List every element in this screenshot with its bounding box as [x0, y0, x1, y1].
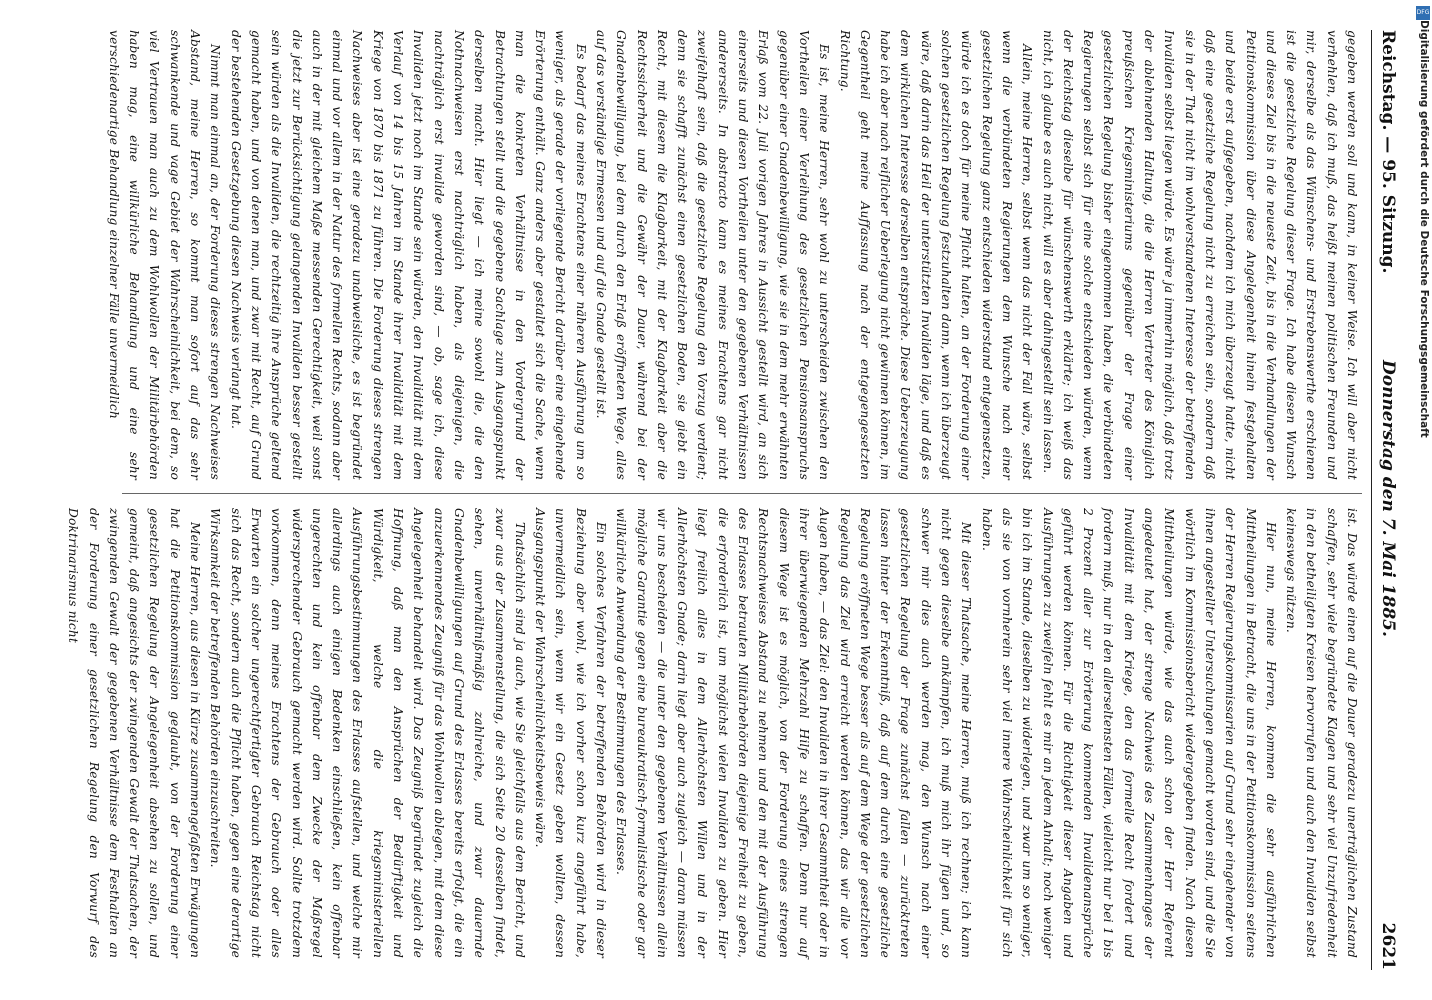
paragraph: gegeben werden soll und kann, in keiner Weise. Ich will aber nicht verhehlen, daß ich muß, das heißt meinen politischen Freunden und mir, derselbe als das Wünschens- und Erstrebenswerthe erschienen ist die gesetzliche Regelung dieser Frage. Ich habe diesen Wunsch und dieses Ziel bis in die neueste Zeit, bis in die Verhandlungen der Petitionskommission über diese Angelegenheit hinein festgehalten und beide erst aufgegeben, nachdem ich mich überzeugt hatte, nicht daß eine gesetzliche Regelung nicht zu erreichen sein, sondern daß sie in der That nicht im wohlverstandenen Interesse der betreffenden Invaliden selbst liegen würde. Es wäre ja immerhin möglich, daß trotz der ablehnenden Haltung, die die Herren Vertreter des Königlich preußischen Kriegsministeriums gegenüber der Frage einer gesetzlichen Regelung bisher eingenommen haben, die verbündeten Regierungen selbst sich für eine solche entschieden würden, wenn der Reichstag dieselbe für wünschenswerth erklärte; ich weiß das nicht, ich glaube es auch nicht, will es aber dahingestellt sein lassen.	[1040, 30, 1359, 480]
paragraph: ist. Das würde einen auf die Dauer geradezu unerträglichen Zustand schaffen, sehr viele begründete Klagen und sehr viel Unzufriedenheit in den betheiligten Kreisen hervorrufen und auch den Invaliden selbst keineswegs nützen.	[1284, 508, 1359, 958]
paragraph: Meine Herren, aus diesen in Kürze zusammengefaßten Erwägungen hat die Petitionskommission geglaubt, von der Forderung einer gesetzlichen Regelung der Angelegenheit absehen zu sollen, und gemeint, daß angesichts der zwingenden Gewalt der Thatsachen, der zwingenden Gewalt der gegebenen Verhältnisse dem Festhalten an der Forderung einer gesetzlichen Regelung den Vorwurf des Doktrinarismus nicht	[66, 508, 203, 958]
header-session: Reichstag. — 95. Sitzung.	[1378, 30, 1398, 274]
digitization-credit: Digitalisierung gefördert durch die Deutsche Forschungsgemeinschaft	[1418, 20, 1430, 438]
text-column-right	[66, 508, 1362, 958]
paragraph: Es bedarf das meines Erachtens einer näheren Ausführung um so weniger, als gerade der vorliegende Bericht darüber eine eingehende Erörterung enthält. Ganz anders aber gestaltet sich die Sache, wenn man die konkreten Verhältnisse in den Vordergrund der Betrachtungen stellt und die gegebene Sachlage zum Ausgangspunkt derselben macht. Hier liegt — ich meine sowohl die, die den Nothnachweisen erst nachträglich haben, als diejenigen, die nachträglich erst invalide geworden sind, — ob, sage ich, diese Invaliden jetzt noch im Stande sein würden, den Invalidität mit dem Verlauf von 14 bis 15 Jahren im Stande ihrer Invalidität mit dem Kriege von 1870 bis 1871 zu führen. Die Forderung dieses strengen Nachweises aber ist eine geradezu unabweisliche, es ist begründet einmal und vor allem in der Natur des formellen Rechts, sodann aber auch in der mit gleichem Maße messenden Gerechtigkeit, weil sonst die jetzt zur Berücksichtigung gelangenden Invaliden besser gestellt sein würden als die Invaliden, die rechtzeitig ihre Ansprüche geltend gemacht haben, und von denen man, und zwar mit Recht, auf Grund der bestehenden Gesetzgebung diesen Nachweis verlangt hat.	[228, 30, 588, 480]
text-column-left	[106, 30, 1362, 480]
header-date: Donnerstag den 7. Mai 1885.	[1378, 360, 1398, 637]
column-divider	[122, 493, 1362, 494]
paragraph: Mit dieser Thatsache, meine Herren, muß ich rechnen; ich kann nicht gegen dieselbe ankämpfen, ich muß mich ihr fügen und, so schwer mir dies auch werden mag, den Wunsch nach einer gesetzlichen Regelung der Frage zunächst fallen — zurücktreten lassen hinter der Erkenntniß, daß auf dem durch eine gesetzliche Regelung eröffneten Wege besser als auf dem Wege der gesetzlichen Regelung das Ziel wird erreicht werden können, das wir alle vor Augen haben, — das Ziel: den Invaliden in ihrer Gesammtheit oder in ihrer überwiegenden Mehrzahl Hilfe zu schaffen. Denn nur auf diesem Wege ist es möglich, von der Forderung eines strengen Rechtsnachweises Abstand zu nehmen und den mit der Ausführung des Erlasses betrauten Militärbehörden diejenige Freiheit zu geben, die erforderlich ist, um möglichst vielen Invaliden zu geben. Hier liegt freilich alles in dem Allerhöchsten Willen und in der Allerhöchsten Gnade; darin liegt aber auch zugleich — daran müssen wir uns bescheiden — die unter den gegebenen Verhältnissen allein mögliche Garantie gegen eine bureaukratisch-formalistische oder gar willkürliche Anwendung der Bestimmungen des Erlasses.	[614, 508, 974, 958]
dfg-logo: DFG	[1416, 6, 1430, 20]
paragraph: Nimmt man einmal an, der Forderung dieses strengen Nachweises Abstand, meine Herren, so kommt man sofort auf das sehr schwankende und vage Gebiet der Wahrscheinlichkeit, bei dem, so viel Vertrauen man auch zu dem Wohlwollen der Militärbehörden haben mag, eine willkürliche Behandlung und eine sehr verschiedenartige Behandlung einzelner Fälle unvermeidlich	[106, 30, 223, 480]
page-number: 2621	[1378, 922, 1398, 970]
paragraph: Hier nun, meine Herren, kommen die sehr ausführlichen Mittheilungen in Betracht, die uns in der Petitionskommission seitens der Herren Regierungskommissarien auf Grund sehr eingehender von ihnen angestellter Untersuchungen gemacht worden sind, und die Sie wörtlich im Kommissionsbericht wiedergegeben finden. Nach diesen Mittheilungen würde, wie das auch schon der Herr Referent angedeutet hat, der strenge Nachweis des Zusammenhanges der Invalidität mit dem Kriege, den das formelle Recht fordert und fordern muß, nur in den allerseltensten Fällen, vielleicht nur bei 1 bis 2 Prozent aller zur Erörterung kommenden Invalidenansprüche geführt werden können. Für die Richtigkeit dieser Angaben und Ausführungen zu zweifeln fehlt es mir an jedem Anhalt; noch weniger bin ich im Stande, dieselben zu widerlegen, und zwar um so weniger, als sie von vornherein sehr viel innere Wahrscheinlichkeit für sich haben.	[979, 508, 1278, 958]
paragraph: Thatsächlich sind ja auch, wie Sie gleichfalls aus dem Bericht, und zwar aus der Zusammenstellung, die sich Seite 20 desselben findet, sehen, unverhältnißmäßig zahlreiche, und zwar dauernde Gnadenbewilligungen auf Grund des Erlasses bereits erfolgt, die ein anzuerkennendes Zeugniß für das Wohlwollen ablegen, mit dem diese Angelegenheit behandelt wird. Das Zeugniß begründet zugleich die Hoffnung, daß man den Ansprüchen der Bedürftigkeit und Würdigkeit, welche die kriegsministeriellen Ausführungsbestimmungen des Erlasses aufstellen, und welche mir allerdings auch einigen Bedenken einschließen, kein offenbar ungerechten und kein offenbar dem Zwecke der Maßregel widersprechender Gebrauch gemacht werden wird. Sollte trotzdem vorkommen, denn meines Erachtens der Gebrauch oder alles Erwarten ein solcher ungerechtfertigter Gebrauch Reichstag nicht sich das Recht, sondern auch die Pflicht haben, gegen eine derartige Wirksamkeit der betreffenden Behörden einzuschreiten.	[208, 508, 527, 958]
paragraph: Ein solches Verfahren der betreffenden Behörden wird in dieser Beziehung aber wohl, wie ich vorher schon kurz angeführt habe, unvermeidlich sein, wenn wir ein Gesetz geben wollten, dessen Ausgangspunkt der Wahrscheinlichkeitsbeweis wäre.	[533, 508, 609, 958]
paragraph: Es ist, meine Herren, sehr wohl zu unterscheiden zwischen den Vortheilen einer Verleihung des gesetzlichen Pensionsanspruchs gegenüber einer Gnadenbewilligung, wie sie in dem mehr erwähnten Erlaß vom 22. Juli vorigen Jahres in Aussicht gestellt wird, an sich einerseits und diesen Vortheilen unter den gegebenen Verhältnissen andererseits. In abstracto kann es meines Erachtens gar nicht zweifelhaft sein, daß die gesetzliche Regelung den Vorzug verdient; denn sie schafft zunächst einen gesetzlichen Boden, sie giebt ein Recht, mit diesem die Klagbarkeit, mit der Klagbarkeit aber die Rechtssicherheit und die Gewähr der Dauer, während bei der Gnadenbewilligung, bei dem durch den Erlaß eröffneten Wege, alles auf das verständige Ermessen und auf die Gnade gestellt ist.	[594, 30, 832, 480]
paragraph: Allein, meine Herren, selbst wenn das nicht der Fall wäre, selbst wenn die verbündeten Regierungen dem Wunsche nach einer gesetzlichen Regelung ganz entschieden widerstand entgegensetzen, würde ich es doch für meine Pflicht halten, an der Forderung einer solchen gesetzlichen Regelung festzuhalten dann, wenn ich überzeugt wäre, daß darin das Heil der unterstützten Invaliden läge, und daß es dem wirklichen Interesse derselben entspräche. Diese Ueberzeugung habe ich aber nach reiflicher Ueberlegung nicht gewinnen können, im Gegentheil geht meine Auffassung nach der entgegengesetzten Richtung.	[837, 30, 1035, 480]
rotated-page	[66, 30, 1400, 970]
running-header	[1371, 30, 1400, 970]
